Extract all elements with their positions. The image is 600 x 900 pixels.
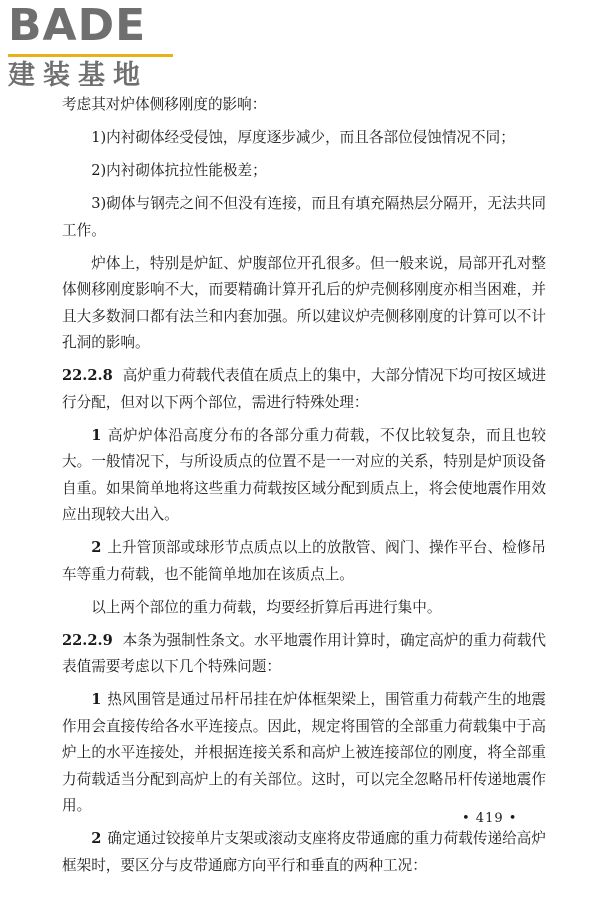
paragraph: 炉体上，特别是炉缸、炉腹部位开孔很多。但一般来说，局部开孔对整体侧移刚度影响不大，而要精确计算开孔后的炉壳侧移刚度亦相当困难，并且大多数洞口都有法兰和内套加强。所以建议炉壳侧移刚度的计算可以不计孔洞的影响。 — [62, 254, 546, 351]
list-item: 2 上升管顶部或球形节点质点以上的放散管、阀门、操作平台、检修吊车等重力荷载，也不能简单地加在该质点上。 — [62, 539, 546, 583]
list-item: 2 确定通过铰接单片支架或滚动支座将皮带通廊的重力荷载传递给高炉框架时，要区分与皮带通廊方向平行和垂直的两种工况： — [62, 830, 546, 874]
paragraph: 以上两个部位的重力荷载，均要经折算后再进行集中。 — [91, 598, 442, 616]
list-item: 1 热风围管是通过吊杆吊挂在炉体框架梁上，围管重力荷载产生的地震作用会直接传给各水平连接点。因此，规定将围管的全部重力荷载集中于高炉上的水平连接处，并根据连接关系和高炉上被连接部位的刚度，将全部重力荷载适当分配到高炉上的有关部位。这时，可以完全忽略吊杆传递地震作用。 — [62, 691, 546, 814]
section-paragraph: 22.2.8 高炉重力荷载代表值在质点上的集中，大部分情况下均可按区域进行分配，但对以下两个部位，需进行特殊处理： — [62, 367, 547, 411]
section-paragraph: 22.2.9 本条为强制性条文。水平地震作用计算时，确定高炉的重力荷载代表值需要考虑以下几个特殊问题： — [62, 631, 547, 675]
logo-divider — [8, 54, 173, 57]
list-item: 1 高炉炉体沿高度分布的各部分重力荷载，不仅比较复杂，而且也较大。一般情况下，与所设质点的位置不是一一对应的关系，特别是炉顶设备自重。如果简单地将这些重力荷载按区域分配到质点上，将会使地震作用效应出现较大出入。 — [62, 426, 546, 523]
section-number: 22.2.8 — [62, 367, 113, 384]
list-item: 2)内衬砌体抗拉性能极差； — [91, 162, 267, 179]
list-item: 1)内衬砌体经受侵蚀，厚度逐步减少，而且各部位侵蚀情况不同； — [91, 129, 515, 146]
logo-brand-cn: 建装基地 — [8, 60, 148, 91]
page-number: • 419 • — [462, 811, 518, 826]
list-item: 3)砌体与钢壳之间不但没有连接，而且有填充隔热层分隔开，无法共同工作。 — [62, 195, 546, 239]
logo — [8, 0, 178, 94]
document-body — [62, 92, 546, 886]
section-number: 22.2.9 — [62, 631, 113, 649]
logo-brand-en: BADE — [8, 0, 147, 51]
paragraph: 考虑其对炉体侧移刚度的影响： — [62, 96, 267, 113]
